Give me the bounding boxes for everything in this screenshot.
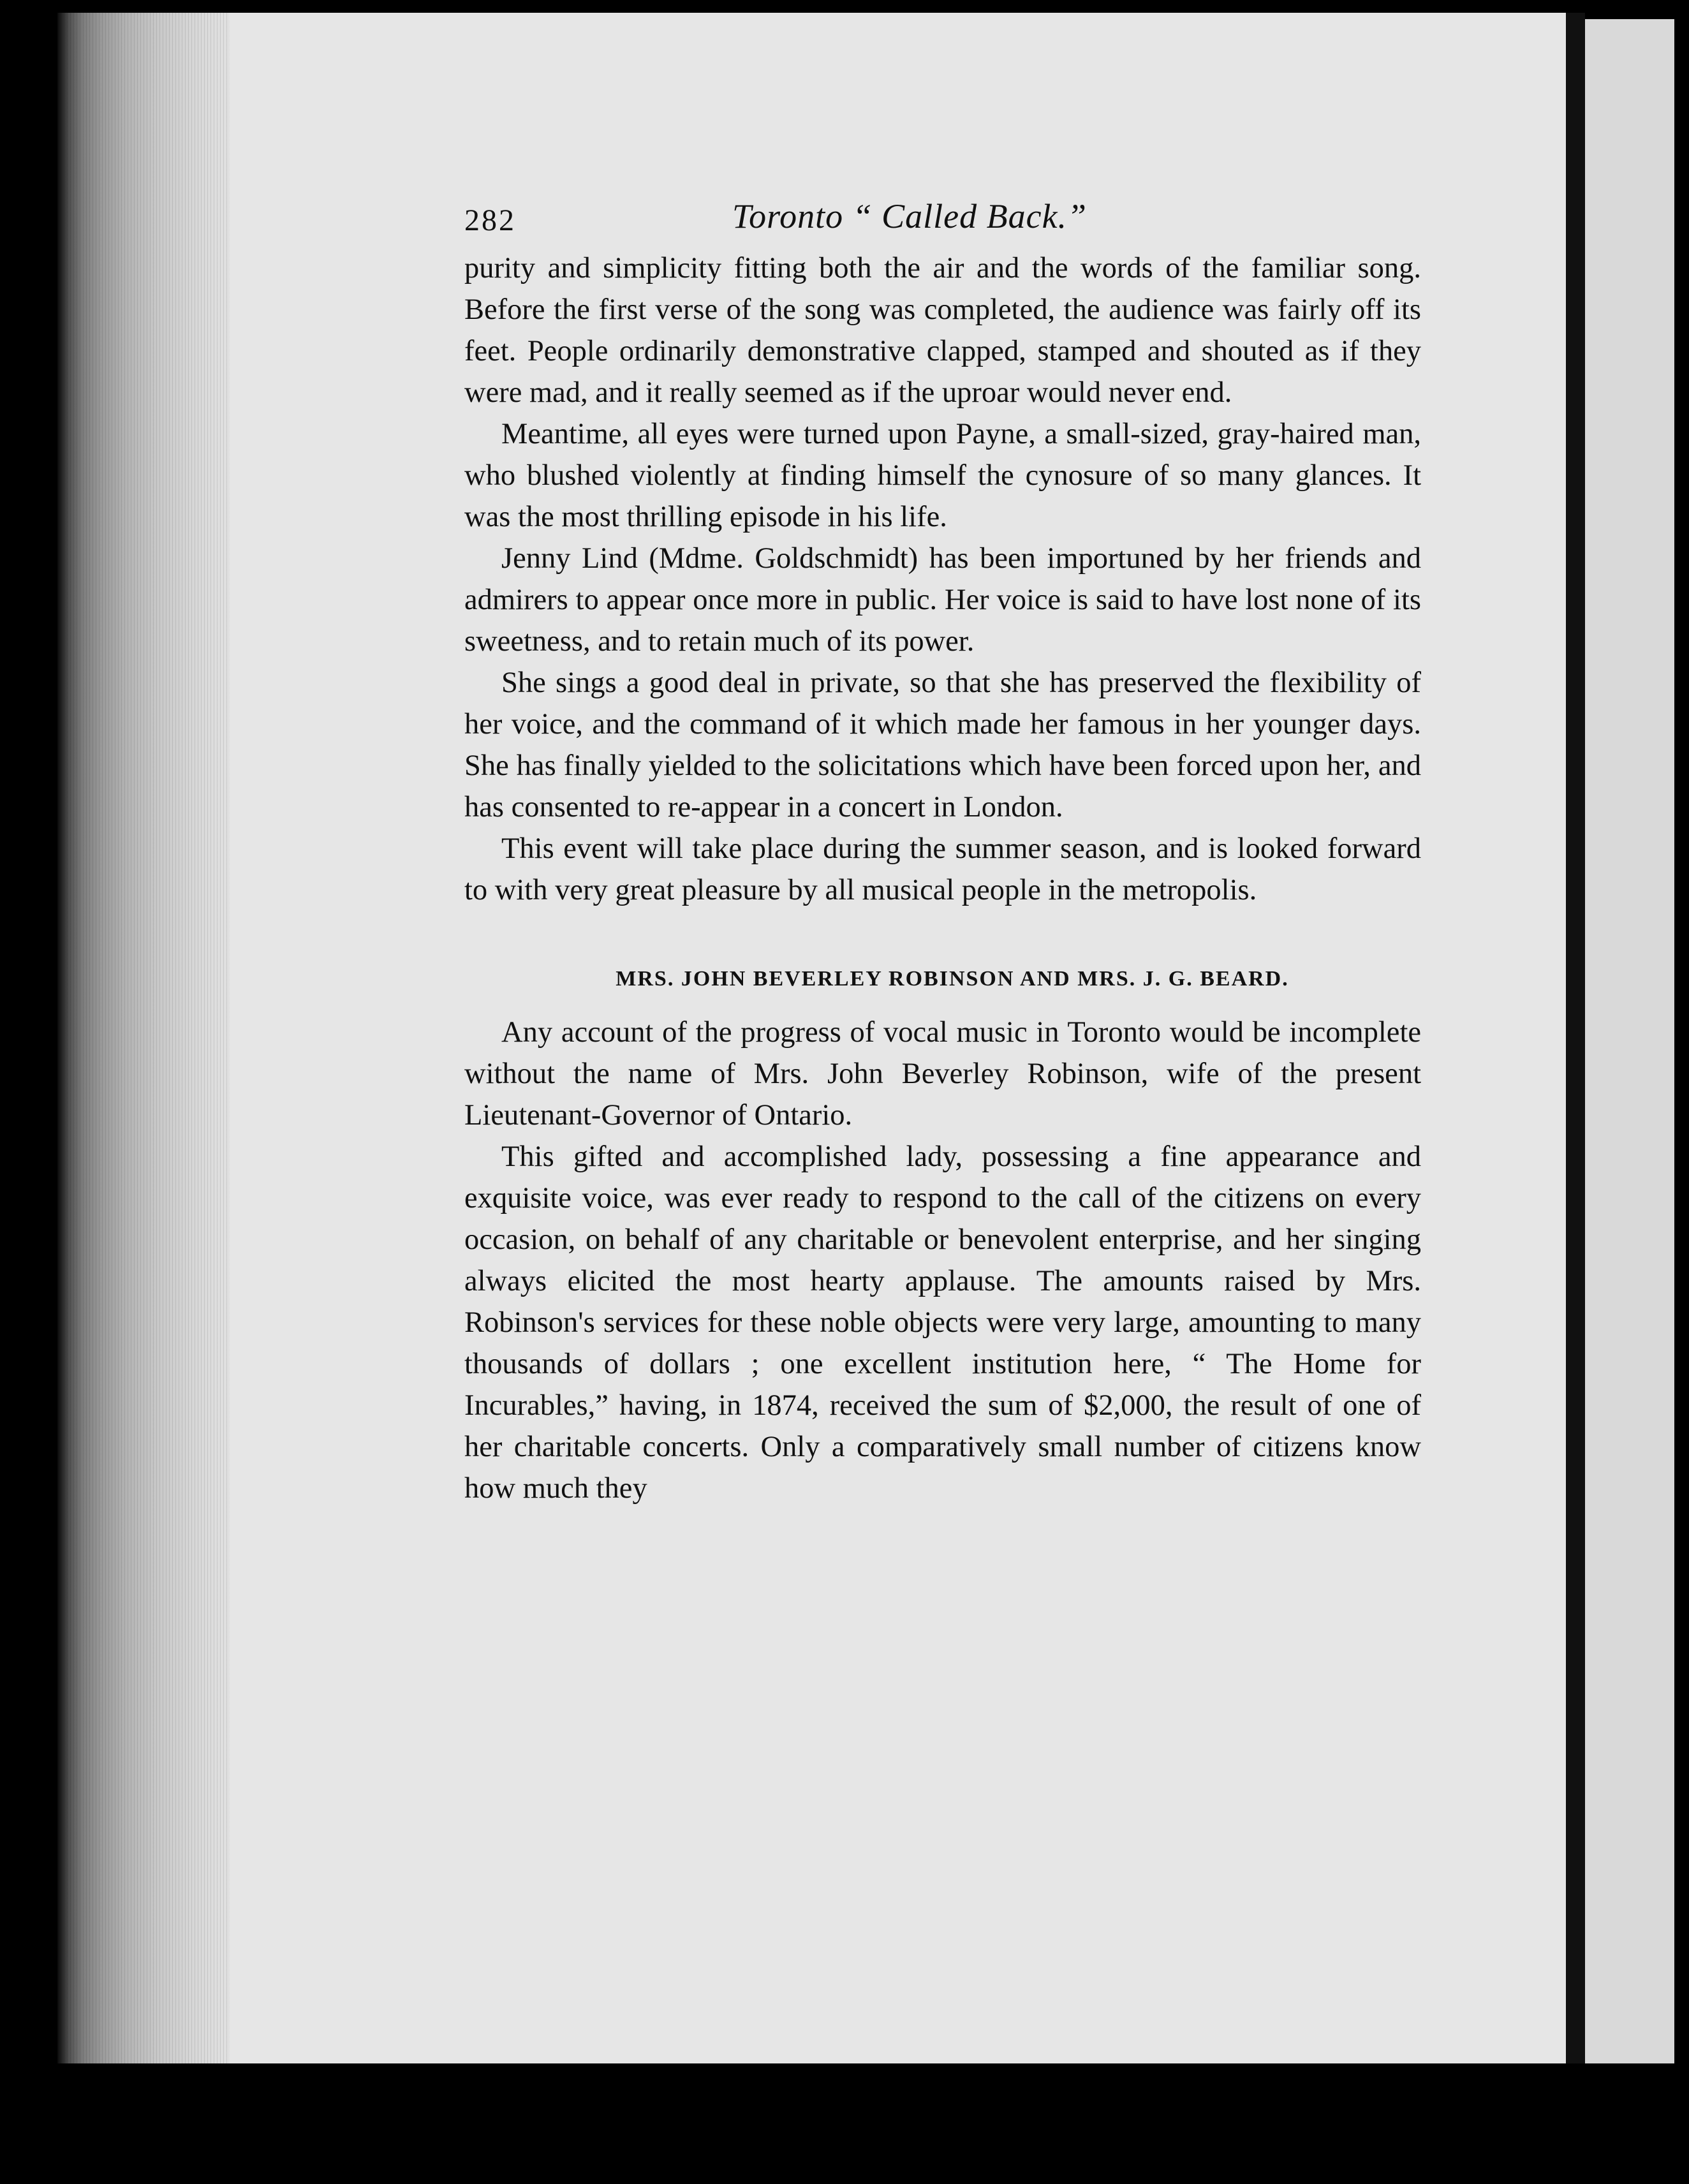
paragraph: Meantime, all eyes were turned upon Payne, a small-sized, gray-haired man, who blushed violently at finding himself the cynosure of so many glances. It was the most thrilling episode in his life. [464, 418, 1421, 533]
heading-spacer [464, 992, 1421, 1012]
book-page-edges [57, 13, 236, 2063]
page-edge-texture [57, 13, 236, 2063]
scan-border [0, 2063, 1689, 2184]
page-number: 282 [464, 203, 516, 237]
running-head [464, 191, 1421, 247]
paragraph: This event will take place during the summer season, and is looked forward to with very great pleasure by all musical people in the metropolis. [464, 832, 1421, 906]
paragraph: Any account of the progress of vocal music in Toronto would be incomplete without the name of Mrs. John Beverley Robinson, wife of the present Lieutenant-Governor of Ontario. [464, 1016, 1421, 1132]
paragraph: This gifted and accomplished lady, possessing a fine appearance and exquisite voice, was ever ready to respond to the call of the citizens on every occasion, on behalf of any charitable or benevolent enterprise, and her singing always elicited the most hearty applause. The amounts raised by Mrs. Robinson's services for these noble objects were very large, amounting to many thousands of dollars ; one excellent institution here, “ The Home for Incurables,” having, in 1874, received the sum of $2,000, the result of one of her charitable concerts. Only a comparatively small number of citizens know how much they [464, 1140, 1421, 1505]
running-head-title: Toronto “ Called Back.” [732, 197, 1088, 235]
paragraph: She sings a good deal in private, so that she has preserved the flexibility of her voice, and the command of it which made her famous in her younger days. She has finally yielded to the solicitations which have been forced upon her, and has consented to re-appear in a concert in London. [464, 667, 1421, 823]
gutter-shadow [1566, 13, 1585, 2063]
section-heading: MRS. JOHN BEVERLEY ROBINSON AND MRS. J. G. BEARD. [616, 967, 1289, 991]
paragraph: Jenny Lind (Mdme. Goldschmidt) has been importuned by her friends and admirers to appear once more in public. Her voice is said to have lost none of its sweetness, and to retain much of its power. [464, 542, 1421, 658]
paragraph: purity and simplicity fitting both the air and the words of the familiar song. Before the first verse of the song was completed, the audience was fairly off its feet. People ordinarily demonstrative clapped, stamped and shouted as if they were mad, and it really seemed as if the uproar would never end. [464, 252, 1421, 409]
page-text [464, 191, 1421, 1509]
facing-page-edge [1585, 19, 1674, 2063]
section-spacer [464, 911, 1421, 966]
